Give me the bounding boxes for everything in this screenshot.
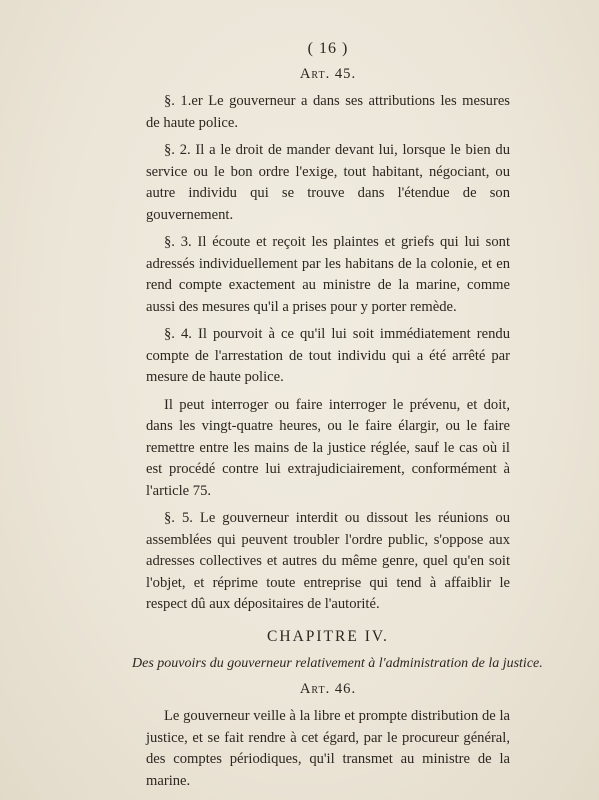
art45-paragraph-4: §. 4. Il pourvoit à ce qu'il lui soit immédiatement rendu compte de l'arrestation de tout individu qui a été arrêté par mesure de haute police. (146, 326, 510, 385)
article-45-heading: Art. 45. (299, 65, 357, 82)
art45-paragraph-3: §. 3. Il écoute et reçoit les plaintes et griefs qui lui sont adressés individuellement par les habitans de la colonie, et en rend compte exactement au ministre de la marine, comme aussi des mesures qu'il a prises pour y porter remède. (146, 234, 510, 315)
art46-paragraph-1: Le gouverneur veille à la libre et prompte distribution de la justice, et se fait rendre à cet égard, par le procureur général, des comptes périodiques, qu'il transmet au ministre de la marine. (146, 708, 510, 789)
page-number: ( 16 ) (307, 40, 349, 57)
art45-paragraph-1: §. 1.er Le gouverneur a dans ses attributions les mesures de haute police. (146, 93, 510, 131)
article-46-heading: Art. 46. (299, 680, 357, 697)
art45-paragraph-5: Il peut interroger ou faire interroger le prévenu, et doit, dans les vingt-quatre heures, ou le faire élargir, ou le faire remettre entre les mains de la justice réglée, sauf le cas où il est procédé contre lui extrajudiciairement, conformément à l'article 75. (146, 396, 510, 499)
chapter-heading: CHAPITRE IV. (267, 627, 389, 645)
chapter-subtitle: Des pouvoirs du gouverneur relativement à l'administration de la justice. (132, 656, 543, 671)
page-text (132, 38, 543, 798)
art45-paragraph-6: §. 5. Le gouverneur interdit ou dissout les réunions ou assemblées qui peuvent troubler l'ordre public, s'oppose aux adresses collectives et autres du même genre, quel qu'en soit l'objet, et réprime toute entreprise qui tend à affaiblir le respect dû aux dépositaires de l'autorité. (146, 510, 510, 612)
art45-paragraph-2: §. 2. Il a le droit de mander devant lui, lorsque le bien du service ou le bon ordre l'exige, tout habitant, négociant, ou autre individu qui se trouve dans l'étendue de son gouvernement. (146, 142, 510, 223)
